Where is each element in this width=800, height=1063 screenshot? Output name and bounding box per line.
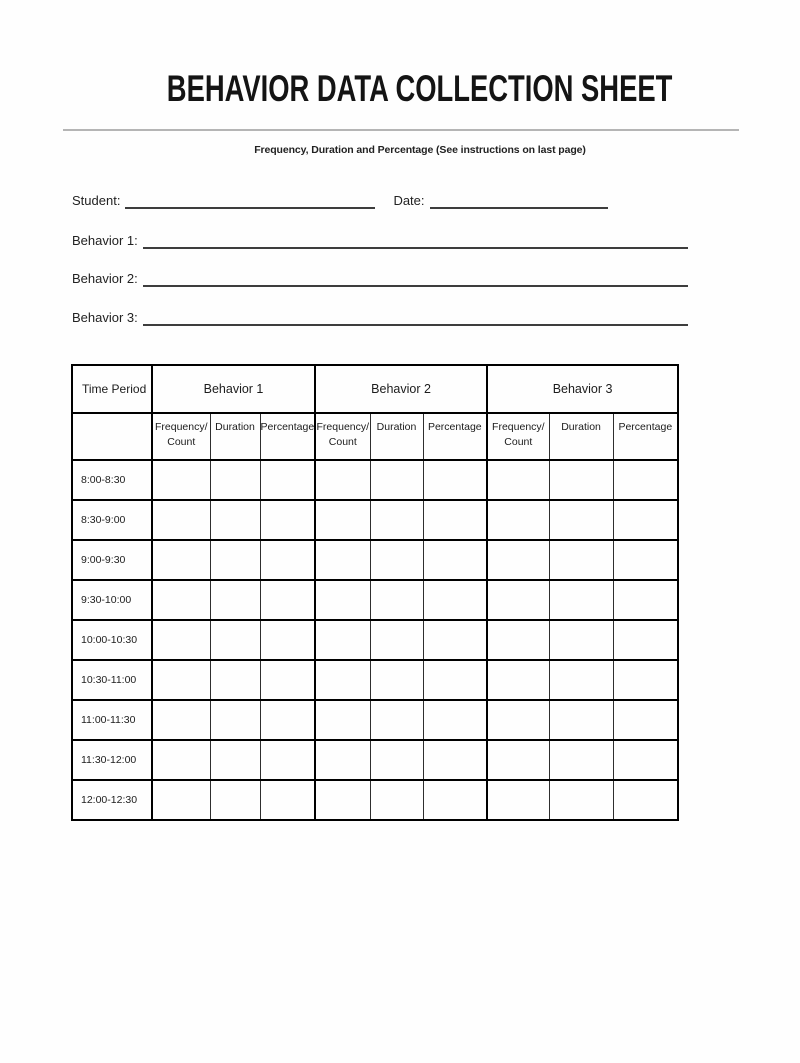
data-entry-cell bbox=[549, 580, 613, 620]
behavior3-label: Behavior 3: bbox=[72, 310, 138, 325]
data-entry-cell bbox=[260, 460, 315, 500]
data-entry-cell bbox=[210, 540, 260, 580]
data-entry-cell bbox=[260, 500, 315, 540]
data-entry-cell bbox=[613, 660, 678, 700]
data-entry-cell bbox=[210, 740, 260, 780]
behavior3-fill-line bbox=[143, 310, 688, 326]
time-row bbox=[72, 460, 678, 500]
b2-frequency-count-header: Frequency/ Count bbox=[315, 413, 370, 460]
data-entry-cell bbox=[260, 740, 315, 780]
behavior2-group-header: Behavior 2 bbox=[315, 365, 487, 413]
data-entry-cell bbox=[315, 540, 370, 580]
data-entry-cell bbox=[613, 460, 678, 500]
time-period-cell: 8:30-9:00 bbox=[72, 500, 152, 540]
data-entry-cell bbox=[423, 780, 487, 820]
data-entry-cell bbox=[423, 620, 487, 660]
data-entry-cell bbox=[260, 580, 315, 620]
behavior3-row bbox=[72, 308, 688, 326]
page-subtitle: Frequency, Duration and Percentage (See instructions on last page) bbox=[254, 144, 586, 156]
data-entry-cell bbox=[315, 660, 370, 700]
data-entry-cell bbox=[152, 580, 210, 620]
b1-percentage-header: Percentage bbox=[260, 413, 315, 460]
title-divider-line bbox=[63, 129, 739, 131]
data-entry-cell bbox=[370, 660, 423, 700]
data-entry-cell bbox=[423, 660, 487, 700]
data-entry-cell bbox=[487, 620, 549, 660]
data-entry-cell bbox=[549, 460, 613, 500]
b2-duration-header: Duration bbox=[370, 413, 423, 460]
time-period-cell: 11:30-12:00 bbox=[72, 740, 152, 780]
group-header-row bbox=[72, 365, 678, 413]
data-entry-cell bbox=[370, 500, 423, 540]
data-entry-cell bbox=[370, 740, 423, 780]
behavior1-row bbox=[72, 231, 688, 249]
data-entry-cell bbox=[315, 620, 370, 660]
b3-percentage-header: Percentage bbox=[613, 413, 678, 460]
time-row bbox=[72, 540, 678, 580]
behavior1-label: Behavior 1: bbox=[72, 233, 138, 248]
data-entry-cell bbox=[613, 740, 678, 780]
b2-percentage-header: Percentage bbox=[423, 413, 487, 460]
time-period-cell: 9:30-10:00 bbox=[72, 580, 152, 620]
data-entry-cell bbox=[260, 700, 315, 740]
behavior3-group-header: Behavior 3 bbox=[487, 365, 678, 413]
data-entry-cell bbox=[549, 700, 613, 740]
sub-header-row bbox=[72, 413, 678, 460]
behavior1-fill-line bbox=[143, 233, 688, 249]
date-label: Date: bbox=[393, 193, 425, 208]
data-entry-cell bbox=[549, 660, 613, 700]
data-entry-cell bbox=[260, 780, 315, 820]
data-entry-cell bbox=[370, 540, 423, 580]
time-row bbox=[72, 620, 678, 660]
data-entry-cell bbox=[152, 780, 210, 820]
time-period-cell: 11:00-11:30 bbox=[72, 700, 152, 740]
data-entry-cell bbox=[152, 500, 210, 540]
data-entry-cell bbox=[370, 780, 423, 820]
b1-frequency-count-header: Frequency/ Count bbox=[152, 413, 210, 460]
data-entry-cell bbox=[315, 700, 370, 740]
data-entry-cell bbox=[152, 740, 210, 780]
data-entry-cell bbox=[152, 540, 210, 580]
behavior2-row bbox=[72, 269, 688, 287]
data-entry-cell bbox=[370, 620, 423, 660]
data-entry-cell bbox=[152, 660, 210, 700]
data-entry-cell bbox=[210, 500, 260, 540]
time-row bbox=[72, 660, 678, 700]
data-entry-cell bbox=[487, 660, 549, 700]
data-entry-cell bbox=[315, 580, 370, 620]
page-title: BEHAVIOR DATA COLLECTION SHEET bbox=[167, 68, 673, 109]
empty-header-cell bbox=[72, 413, 152, 460]
time-row bbox=[72, 580, 678, 620]
behavior2-label: Behavior 2: bbox=[72, 271, 138, 286]
data-entry-cell bbox=[487, 460, 549, 500]
data-entry-cell bbox=[315, 500, 370, 540]
data-entry-cell bbox=[152, 620, 210, 660]
data-entry-cell bbox=[549, 500, 613, 540]
time-period-cell: 12:00-12:30 bbox=[72, 780, 152, 820]
data-entry-cell bbox=[210, 460, 260, 500]
data-entry-cell bbox=[487, 780, 549, 820]
time-period-cell: 9:00-9:30 bbox=[72, 540, 152, 580]
time-period-cell: 8:00-8:30 bbox=[72, 460, 152, 500]
data-entry-cell bbox=[549, 620, 613, 660]
data-entry-cell bbox=[487, 700, 549, 740]
data-entry-cell bbox=[210, 660, 260, 700]
data-entry-cell bbox=[423, 580, 487, 620]
behavior1-group-header: Behavior 1 bbox=[152, 365, 315, 413]
data-collection-table bbox=[71, 364, 679, 821]
data-entry-cell bbox=[613, 500, 678, 540]
data-entry-cell bbox=[370, 580, 423, 620]
data-entry-cell bbox=[487, 580, 549, 620]
behavior2-fill-line bbox=[143, 271, 688, 287]
data-entry-cell bbox=[487, 740, 549, 780]
time-row bbox=[72, 700, 678, 740]
student-date-row bbox=[72, 191, 608, 209]
data-entry-cell bbox=[613, 780, 678, 820]
time-period-cell: 10:00-10:30 bbox=[72, 620, 152, 660]
data-entry-cell bbox=[613, 700, 678, 740]
data-entry-cell bbox=[370, 460, 423, 500]
b3-frequency-count-header: Frequency/ Count bbox=[487, 413, 549, 460]
data-entry-cell bbox=[260, 540, 315, 580]
data-entry-cell bbox=[423, 740, 487, 780]
time-period-header: Time Period bbox=[72, 365, 152, 413]
data-entry-cell bbox=[315, 780, 370, 820]
time-row bbox=[72, 500, 678, 540]
header bbox=[40, 68, 800, 110]
data-entry-cell bbox=[152, 700, 210, 740]
data-entry-cell bbox=[613, 540, 678, 580]
b1-duration-header: Duration bbox=[210, 413, 260, 460]
data-entry-cell bbox=[152, 460, 210, 500]
time-row bbox=[72, 780, 678, 820]
data-entry-cell bbox=[210, 780, 260, 820]
data-entry-cell bbox=[210, 700, 260, 740]
time-period-cell: 10:30-11:00 bbox=[72, 660, 152, 700]
data-entry-cell bbox=[487, 500, 549, 540]
data-entry-cell bbox=[315, 460, 370, 500]
subheader bbox=[40, 140, 800, 158]
data-entry-cell bbox=[370, 700, 423, 740]
time-row bbox=[72, 740, 678, 780]
data-entry-cell bbox=[549, 780, 613, 820]
date-fill-line bbox=[430, 193, 608, 209]
data-entry-cell bbox=[210, 580, 260, 620]
data-entry-cell bbox=[210, 620, 260, 660]
student-label: Student: bbox=[72, 193, 121, 208]
data-entry-cell bbox=[260, 620, 315, 660]
data-entry-cell bbox=[423, 500, 487, 540]
data-entry-cell bbox=[549, 540, 613, 580]
data-entry-cell bbox=[423, 460, 487, 500]
data-entry-cell bbox=[315, 740, 370, 780]
data-entry-cell bbox=[423, 700, 487, 740]
data-entry-cell bbox=[260, 660, 315, 700]
data-entry-cell bbox=[613, 580, 678, 620]
data-entry-cell bbox=[549, 740, 613, 780]
data-entry-cell bbox=[487, 540, 549, 580]
b3-duration-header: Duration bbox=[549, 413, 613, 460]
data-entry-cell bbox=[423, 540, 487, 580]
student-fill-line bbox=[125, 193, 375, 209]
data-entry-cell bbox=[613, 620, 678, 660]
